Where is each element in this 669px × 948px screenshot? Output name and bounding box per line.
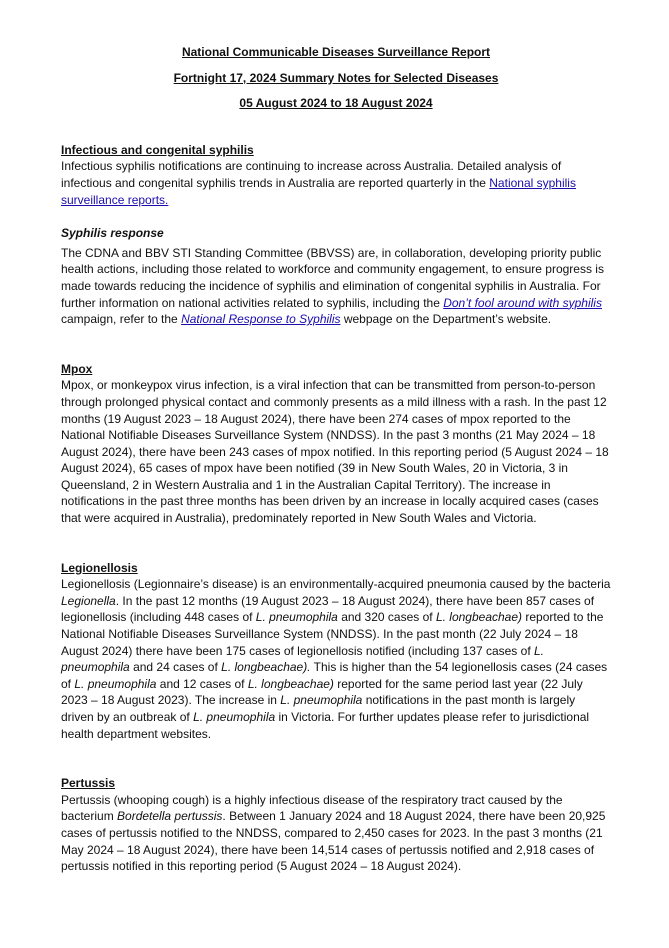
- section-title-mpox: Mpox: [61, 361, 93, 376]
- mpox-paragraph: Mpox, or monkeypox virus infection, is a viral infection that can be transmitted from person-to-person through prolonged physical contact and commonly presents as a mild illness with a rash. In the past 12 months (19 August 2023 – 18 August 2024), there have been 274 cases of mpox reported to the National Notifiable Diseases Surveillance System (NNDSS). In the past 3 months (21 May 2024 – 18 August 2024), there have been 243 cases of mpox notified. In this reporting period (5 August 2024 – 18 August 2024), 65 cases of mpox have been notified (39 in New South Wales, 20 in Victoria, 3 in Queensland, 2 in Western Australia and 1 in the Australian Capital Territory). The increase in notifications in the past three months has been driven by an increase in locally acquired cases (cases that were acquired in Australia), predominately reported in New South Wales and Victoria.: [61, 378, 609, 526]
- report-subtitle: Fortnight 17, 2024 Summary Notes for Selected Diseases: [173, 70, 499, 85]
- report-title: National Communicable Diseases Surveillance Report: [181, 45, 491, 59]
- report-date-range: 05 August 2024 to 18 August 2024: [239, 96, 433, 111]
- response-text-1: The CDNA and BBV STI Standing Committee (BBVSS) are, in collaboration, developing priority public health actions, including those related to workforce and community engagement, to ensure progress is made towards reducing the incidence of syphilis and elimination of congenital syphilis in Australia. For further information on national activities related to syphilis, including the: [61, 245, 604, 310]
- syphilis-paragraph: [61, 158, 611, 208]
- response-text-3: webpage on the Department’s website.: [343, 312, 552, 327]
- section-title-syphilis-response: Syphilis response: [61, 226, 164, 241]
- legionellosis-section: [61, 560, 611, 743]
- legionellosis-paragraph: Legionellosis (Legionnaire’s disease) is an environmentally-acquired pneumonia caused by the bacteria Legionella. In the past 12 months (19 August 2023 – 18 August 2024), there have been 857 cases of legionellosis (including 448 cases of L. pneumophila and 320 cases of L. longbeachae) reported to the National Notifiable Diseases Surveillance System (NNDSS). In the past month (22 July 2024 – 18 August 2024) there have been 175 cases of legionellosis notified (including 137 cases of L. pneumophila and 24 cases of L. longbeachae). This is higher than the 54 legionellosis cases (24 cases of L. pneumophila and 12 cases of L. longbeachae) reported for the same period last year (22 July 2023 – 18 August 2023). The increase in L. pneumophila notifications in the past month is largely driven by an outbreak of L. pneumophila in Victoria. For further updates please refer to jurisdictional health department websites.: [61, 577, 611, 741]
- mpox-section: [61, 361, 611, 527]
- syphilis-text: Infectious syphilis notifications are continuing to increase across Australia. Detailed analysis of infectious and congenital syphilis trends in Australia are reported quarterly in the: [61, 159, 562, 190]
- syphilis-section: [61, 142, 611, 208]
- report-header: [61, 44, 611, 112]
- section-title-legionellosis: Legionellosis: [61, 560, 138, 575]
- syphilis-response-paragraph: [61, 245, 611, 328]
- pertussis-section: [61, 775, 611, 875]
- response-text-2: campaign, refer to the: [61, 312, 178, 327]
- national-response-link[interactable]: National Response to Syphilis: [181, 312, 341, 327]
- syphilis-reports-link[interactable]: National syphilis surveillance reports.: [61, 175, 576, 207]
- section-title-pertussis: Pertussis: [61, 776, 116, 791]
- section-title-syphilis: Infectious and congenital syphilis: [61, 142, 254, 157]
- dont-fool-around-link[interactable]: Don’t fool around with syphilis: [443, 295, 602, 310]
- pertussis-paragraph: Pertussis (whooping cough) is a highly infectious disease of the respiratory tract caused by the bacterium Bordetella pertussis. Between 1 January 2024 and 18 August 2024, there have been 20,925 cases of pertussis notified to the NNDSS, compared to 2,450 cases for 2023. In the past 3 months (21 May 2024 – 18 August 2024), there have been 14,514 cases of pertussis notified and 2,918 cases of pertussis notified in this reporting period (5 August 2024 – 18 August 2024).: [61, 792, 606, 874]
- syphilis-response-section: [61, 225, 611, 328]
